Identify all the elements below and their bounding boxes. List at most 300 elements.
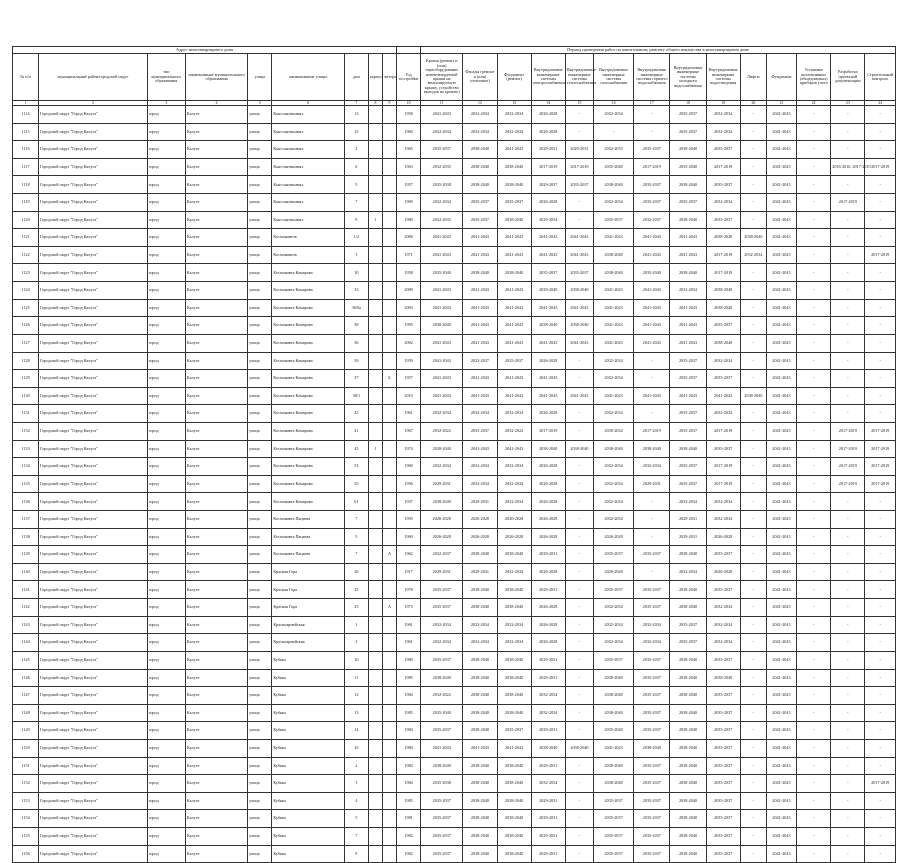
table-cell: Калуга	[185, 176, 247, 194]
table-cell: 2038-2040	[565, 440, 593, 458]
table-cell: 2035-2040	[421, 264, 463, 282]
table-cell	[368, 422, 382, 440]
table-cell: 2035-2038	[421, 775, 463, 793]
table-cell: 2026-2028	[463, 528, 497, 546]
table-cell	[368, 299, 382, 317]
table-cell: 2041-2043	[497, 387, 531, 405]
table-cell: 2032-2034	[497, 123, 531, 141]
table-cell: город	[147, 282, 185, 300]
table-cell: 5	[344, 528, 368, 546]
table-cell: 2041-2043	[766, 634, 796, 652]
table-cell: 2041-2043	[766, 352, 796, 370]
table-cell: 1982	[397, 827, 421, 845]
table-cell: Калуга	[185, 546, 247, 564]
table-cell: 2035-2040	[594, 722, 634, 740]
table-cell: 2035-2037	[497, 352, 531, 370]
table-cell: 2032-2034	[531, 775, 565, 793]
table-cell: 7	[344, 194, 368, 212]
table-cell: улица	[248, 845, 272, 863]
table-cell: улица	[248, 440, 272, 458]
table-cell: 2032-2034	[421, 616, 463, 634]
table-cell: 2041-2043	[670, 229, 706, 247]
table-cell: 2038-2040	[463, 845, 497, 863]
table-cell: 2038-2040	[670, 141, 706, 159]
table-cell: 2035-2037	[421, 581, 463, 599]
table-cell: 2038-2040	[670, 264, 706, 282]
table-cell: 2041-2043	[421, 229, 463, 247]
table-cell: Калуга	[185, 511, 247, 529]
table-cell: -	[565, 405, 593, 423]
table-row	[13, 370, 896, 388]
table-cell: -	[831, 370, 865, 388]
table-cell: улица	[248, 511, 272, 529]
column-number: 13	[497, 101, 531, 106]
table-cell: -	[740, 845, 766, 863]
table-cell: Городской округ "Город Калуга"	[39, 493, 148, 511]
table-cell	[382, 827, 396, 845]
table-row	[13, 687, 896, 705]
table-cell: 2032-2034	[594, 352, 634, 370]
column-header: муниципальный район/городской округ	[39, 54, 148, 101]
table-cell: -	[797, 493, 831, 511]
table-cell	[368, 669, 382, 687]
table-cell: 1129	[13, 370, 39, 388]
table-cell: 2017-2019	[831, 458, 865, 476]
table-cell	[382, 317, 396, 335]
table-cell: 2035-2037	[634, 757, 670, 775]
table-cell: -	[797, 757, 831, 775]
table-cell: Городской округ "Город Калуга"	[39, 810, 148, 828]
table-cell: город	[147, 528, 185, 546]
table-cell: 2032-2022	[421, 422, 463, 440]
table-cell: Космонавта Комарова	[272, 264, 344, 282]
table-cell: 2017-2019	[706, 246, 740, 264]
table-cell: 2038-2040	[421, 669, 463, 687]
table-cell: 2032-2034	[421, 194, 463, 212]
table-cell: Калуга	[185, 334, 247, 352]
table-row	[13, 106, 896, 124]
table-cell: 2032-2034	[706, 194, 740, 212]
table-cell: 2017-2019	[865, 246, 896, 264]
table-cell: 2038-2040	[740, 387, 766, 405]
table-cell: -	[565, 458, 593, 476]
table-cell: -	[831, 405, 865, 423]
table-cell: 1975	[397, 599, 421, 617]
column-number: 22	[797, 101, 831, 106]
table-cell: 2038-2040	[463, 775, 497, 793]
table-row	[13, 634, 896, 652]
table-cell: -	[740, 546, 766, 564]
table-cell: -	[565, 722, 593, 740]
table-cell: 2038-2040	[670, 581, 706, 599]
table-cell: 2035-2037	[670, 616, 706, 634]
table-cell: -	[865, 845, 896, 863]
table-cell: 2041-2043	[421, 106, 463, 124]
table-cell: 1	[344, 616, 368, 634]
table-cell: -	[797, 599, 831, 617]
table-cell: 1965	[397, 141, 421, 159]
table-cell: 2035-2037	[594, 827, 634, 845]
table-cell: -	[740, 158, 766, 176]
table-cell: 2016-2016, 2017-2019	[831, 158, 865, 176]
table-cell	[382, 722, 396, 740]
table-cell: -	[831, 616, 865, 634]
table-cell: -	[565, 827, 593, 845]
table-cell: 2038-2040	[670, 704, 706, 722]
table-cell: 2035-2037	[670, 634, 706, 652]
table-cell: 2029-2031	[421, 475, 463, 493]
table-cell: -	[797, 264, 831, 282]
table-cell: город	[147, 669, 185, 687]
table-cell: 2032-2034	[634, 458, 670, 476]
table-cell: 2041-2043	[766, 422, 796, 440]
table-cell: 2035-2037	[706, 792, 740, 810]
table-cell: 2017-2019	[706, 158, 740, 176]
table-cell: 2035-2037	[565, 264, 593, 282]
table-cell: Космонавта Комарова	[272, 370, 344, 388]
table-cell: 2035-2037	[634, 810, 670, 828]
table-cell: -	[740, 599, 766, 617]
table-cell: Калуга	[185, 387, 247, 405]
table-cell: 2035-2040	[634, 264, 670, 282]
column-header: Внутридомовые инженерные системы газоснабжения	[594, 54, 634, 101]
table-cell: 2041-2043	[594, 282, 634, 300]
table-row	[13, 299, 896, 317]
table-cell: город	[147, 211, 185, 229]
table-cell: 2038-2040	[706, 229, 740, 247]
table-cell: 2035-2037	[670, 106, 706, 124]
table-cell: 2041-2043	[766, 528, 796, 546]
table-cell: Красная Гора	[272, 581, 344, 599]
table-cell: 2035-2037	[670, 458, 706, 476]
table-cell: 2032-2034	[594, 106, 634, 124]
table-cell	[382, 264, 396, 282]
table-cell: 2035-2037	[421, 141, 463, 159]
table-cell: 2032-2034	[463, 616, 497, 634]
table-cell: 2032-2034	[421, 458, 463, 476]
table-cell: 2032-2034	[594, 634, 634, 652]
table-cell: -	[565, 669, 593, 687]
table-cell: -	[797, 141, 831, 159]
table-cell: 2032-2034	[706, 599, 740, 617]
table-cell: 2017-2019	[831, 422, 865, 440]
table-cell: город	[147, 264, 185, 282]
table-cell: Калуга	[185, 352, 247, 370]
table-cell: -	[740, 775, 766, 793]
table-cell: Городской округ "Город Калуга"	[39, 229, 148, 247]
table-cell: Калуга	[185, 616, 247, 634]
table-cell: 2038-2040	[497, 158, 531, 176]
table-cell: -	[865, 334, 896, 352]
table-cell: -	[740, 810, 766, 828]
table-cell: 2041-2043	[766, 511, 796, 529]
table-cell: 2041-2043	[594, 739, 634, 757]
table-cell: 2029-2037	[531, 176, 565, 194]
table-cell: 2041-2043	[766, 827, 796, 845]
table-cell: 9	[344, 211, 368, 229]
table-cell: 2038-2040	[594, 704, 634, 722]
column-number: 4	[185, 101, 247, 106]
table-cell: 2041-2043	[766, 106, 796, 124]
table-cell: -	[865, 370, 896, 388]
table-cell: Калуга	[185, 370, 247, 388]
table-cell: -	[865, 616, 896, 634]
table-cell: -	[740, 422, 766, 440]
table-cell: 2041-2043	[634, 317, 670, 335]
table-cell: 2035-2037	[634, 792, 670, 810]
table-cell: 1959	[397, 511, 421, 529]
table-cell: улица	[248, 352, 272, 370]
table-cell: 2038-2040	[497, 599, 531, 617]
table-cell: Калуга	[185, 493, 247, 511]
table-cell: 2032-2034	[463, 458, 497, 476]
table-cell: 2029-2031	[531, 722, 565, 740]
table-cell: 2017-2019	[634, 422, 670, 440]
table-cell: 2035-2037	[565, 176, 593, 194]
table-cell: -	[740, 581, 766, 599]
table-cell: -	[831, 722, 865, 740]
table-cell: -	[565, 775, 593, 793]
table-cell: 2032-2034	[594, 493, 634, 511]
table-cell: 2032-2034	[706, 123, 740, 141]
table-row	[13, 546, 896, 564]
table-cell: -	[797, 810, 831, 828]
table-cell: 2038-2040	[463, 810, 497, 828]
table-cell: -	[865, 387, 896, 405]
table-cell: -	[865, 599, 896, 617]
table-cell: улица	[248, 493, 272, 511]
table-cell: 1980	[397, 211, 421, 229]
table-cell: 2041-2043	[565, 229, 593, 247]
table-cell	[368, 687, 382, 705]
table-cell: 2017-2019	[831, 475, 865, 493]
table-cell: 1985	[397, 669, 421, 687]
table-cell: 1971	[397, 246, 421, 264]
column-header: Фундамент	[766, 54, 796, 101]
column-headers	[13, 54, 896, 101]
table-cell	[382, 528, 396, 546]
table-cell: город	[147, 370, 185, 388]
table-cell: 2041-2043	[766, 387, 796, 405]
table-cell: Космонавта Комарова	[272, 317, 344, 335]
table-cell	[368, 493, 382, 511]
table-cell: 2041-2043	[421, 370, 463, 388]
table-cell	[368, 757, 382, 775]
table-cell: -	[797, 616, 831, 634]
table-cell: 1125	[13, 299, 39, 317]
table-cell: 39	[344, 352, 368, 370]
table-cell: -	[797, 352, 831, 370]
table-cell: 1122	[13, 246, 39, 264]
table-cell: 2041-2043	[766, 739, 796, 757]
table-cell: 2032-2034	[594, 194, 634, 212]
table-cell: город	[147, 581, 185, 599]
table-cell: улица	[248, 246, 272, 264]
table-cell: Калуга	[185, 317, 247, 335]
table-cell: 2041-2043	[766, 757, 796, 775]
table-cell: 2035-2037	[706, 176, 740, 194]
table-cell: 2029-2031	[531, 141, 565, 159]
column-number: 23	[831, 101, 865, 106]
table-cell: 2035-2037	[594, 792, 634, 810]
table-cell: 2026-2028	[421, 528, 463, 546]
table-cell: 16	[344, 739, 368, 757]
table-cell: -	[797, 845, 831, 863]
table-cell	[368, 458, 382, 476]
table-cell: 1963	[397, 158, 421, 176]
table-cell	[368, 246, 382, 264]
table-cell: 2041-2043	[497, 317, 531, 335]
table-cell: 2041-2043	[421, 246, 463, 264]
table-cell: Кубяка	[272, 669, 344, 687]
table-cell	[382, 440, 396, 458]
table-cell: Космонавта Комарова	[272, 352, 344, 370]
table-cell: -	[634, 106, 670, 124]
table-cell: город	[147, 106, 185, 124]
table-cell: 2038-2040	[463, 651, 497, 669]
table-cell: 2035-2037	[706, 775, 740, 793]
table-cell: 2041-2043	[565, 299, 593, 317]
table-row	[13, 810, 896, 828]
table-cell: 2038-2040	[497, 546, 531, 564]
table-cell: 1116	[13, 141, 39, 159]
table-cell: 2038-2040	[670, 669, 706, 687]
table-cell: 2041-2043	[766, 775, 796, 793]
table-cell: -	[831, 511, 865, 529]
table-cell: 15	[344, 123, 368, 141]
table-row	[13, 352, 896, 370]
table-cell: 2038-2040	[531, 440, 565, 458]
table-cell: -	[740, 563, 766, 581]
table-cell: Городской округ "Город Калуга"	[39, 440, 148, 458]
table-cell: -	[797, 106, 831, 124]
column-number: 16	[594, 101, 634, 106]
table-cell: 2035-2037	[706, 546, 740, 564]
table-cell	[382, 792, 396, 810]
table-cell: -	[797, 722, 831, 740]
table-cell: 2041-2043	[634, 387, 670, 405]
table-cell: -	[740, 704, 766, 722]
table-cell: 2041-2043	[634, 229, 670, 247]
table-cell: -	[865, 264, 896, 282]
table-cell: 2029-2031	[463, 563, 497, 581]
table-cell: 2035-2037	[706, 440, 740, 458]
table-cell: Космонавта Комарова	[272, 493, 344, 511]
table-cell: улица	[248, 405, 272, 423]
table-cell: -	[565, 704, 593, 722]
table-cell: Городской округ "Город Калуга"	[39, 141, 148, 159]
table-cell: 2041-2043	[766, 158, 796, 176]
column-header: Строительный контроль	[865, 54, 896, 101]
table-cell: 2041-2043	[634, 246, 670, 264]
table-cell: 1960	[397, 458, 421, 476]
table-cell	[382, 511, 396, 529]
table-cell: 2041-2043	[421, 387, 463, 405]
table-cell: город	[147, 123, 185, 141]
table-cell: -	[831, 669, 865, 687]
table-cell: 2029-2031	[421, 563, 463, 581]
table-cell: 2041-2043	[766, 194, 796, 212]
table-cell	[382, 158, 396, 176]
table-cell: -	[797, 687, 831, 705]
table-cell: 2035-2040	[670, 158, 706, 176]
table-cell: 2029-2031	[531, 845, 565, 863]
table-cell: Городской округ "Город Калуга"	[39, 616, 148, 634]
table-cell: 6	[344, 158, 368, 176]
table-cell: 2026-2028	[531, 405, 565, 423]
column-header: тип муниципального образования	[147, 54, 185, 101]
table-cell: -	[865, 211, 896, 229]
table-cell: 2035-2040	[594, 158, 634, 176]
table-cell	[368, 141, 382, 159]
table-cell	[368, 317, 382, 335]
column-header: Внутридомовые инженерные системы теплоснабжения	[565, 54, 593, 101]
table-cell: 2029-2031	[531, 757, 565, 775]
table-cell: 2041-2043	[766, 616, 796, 634]
table-cell: -	[865, 704, 896, 722]
table-cell: Космонавта Комарова	[272, 282, 344, 300]
table-cell: 1	[368, 440, 382, 458]
table-cell: 2041-2043	[531, 229, 565, 247]
table-cell: -	[565, 475, 593, 493]
table-cell: 2041-2043	[531, 370, 565, 388]
column-number: 6	[272, 101, 344, 106]
table-cell: Космонавтов	[272, 229, 344, 247]
table-cell: улица	[248, 546, 272, 564]
table-cell: 2035-2037	[634, 546, 670, 564]
table-cell: 1123	[13, 264, 39, 282]
table-cell: 1149	[13, 722, 39, 740]
table-cell: 1937	[397, 493, 421, 511]
table-row	[13, 651, 896, 669]
table-cell: улица	[248, 264, 272, 282]
table-cell: Красноармейская	[272, 634, 344, 652]
table-cell: 2032-2037	[421, 546, 463, 564]
table-row	[13, 775, 896, 793]
table-cell: -	[797, 511, 831, 529]
table-cell: Калуга	[185, 669, 247, 687]
table-cell: Калуга	[185, 194, 247, 212]
table-cell: 1969	[397, 194, 421, 212]
table-cell: 2038-2040	[670, 599, 706, 617]
table-cell: 2029-2031	[531, 546, 565, 564]
table-cell: улица	[248, 370, 272, 388]
table-cell: улица	[248, 810, 272, 828]
table-cell: 2038-2040	[594, 176, 634, 194]
table-cell: 2035-2037	[594, 651, 634, 669]
table-cell: 2041-2043	[766, 141, 796, 159]
table-cell: Городской округ "Город Калуга"	[39, 845, 148, 863]
table-cell: 1153	[13, 792, 39, 810]
table-cell: -	[865, 827, 896, 845]
table-cell: 2029-2031	[531, 651, 565, 669]
table-cell: 2017-2019	[831, 440, 865, 458]
table-cell: 2017-2019	[865, 158, 896, 176]
table-cell: 2041-2043	[706, 387, 740, 405]
table-cell: -	[797, 387, 831, 405]
table-cell: 2038-2040	[594, 687, 634, 705]
table-cell: 2041-2043	[670, 246, 706, 264]
table-cell: -	[740, 651, 766, 669]
table-cell: улица	[248, 827, 272, 845]
table-cell: 1981	[397, 810, 421, 828]
table-cell: улица	[248, 158, 272, 176]
table-cell: город	[147, 722, 185, 740]
table-row	[13, 827, 896, 845]
table-row	[13, 845, 896, 863]
table-cell: -	[797, 370, 831, 388]
table-cell: 2038-2040	[670, 775, 706, 793]
